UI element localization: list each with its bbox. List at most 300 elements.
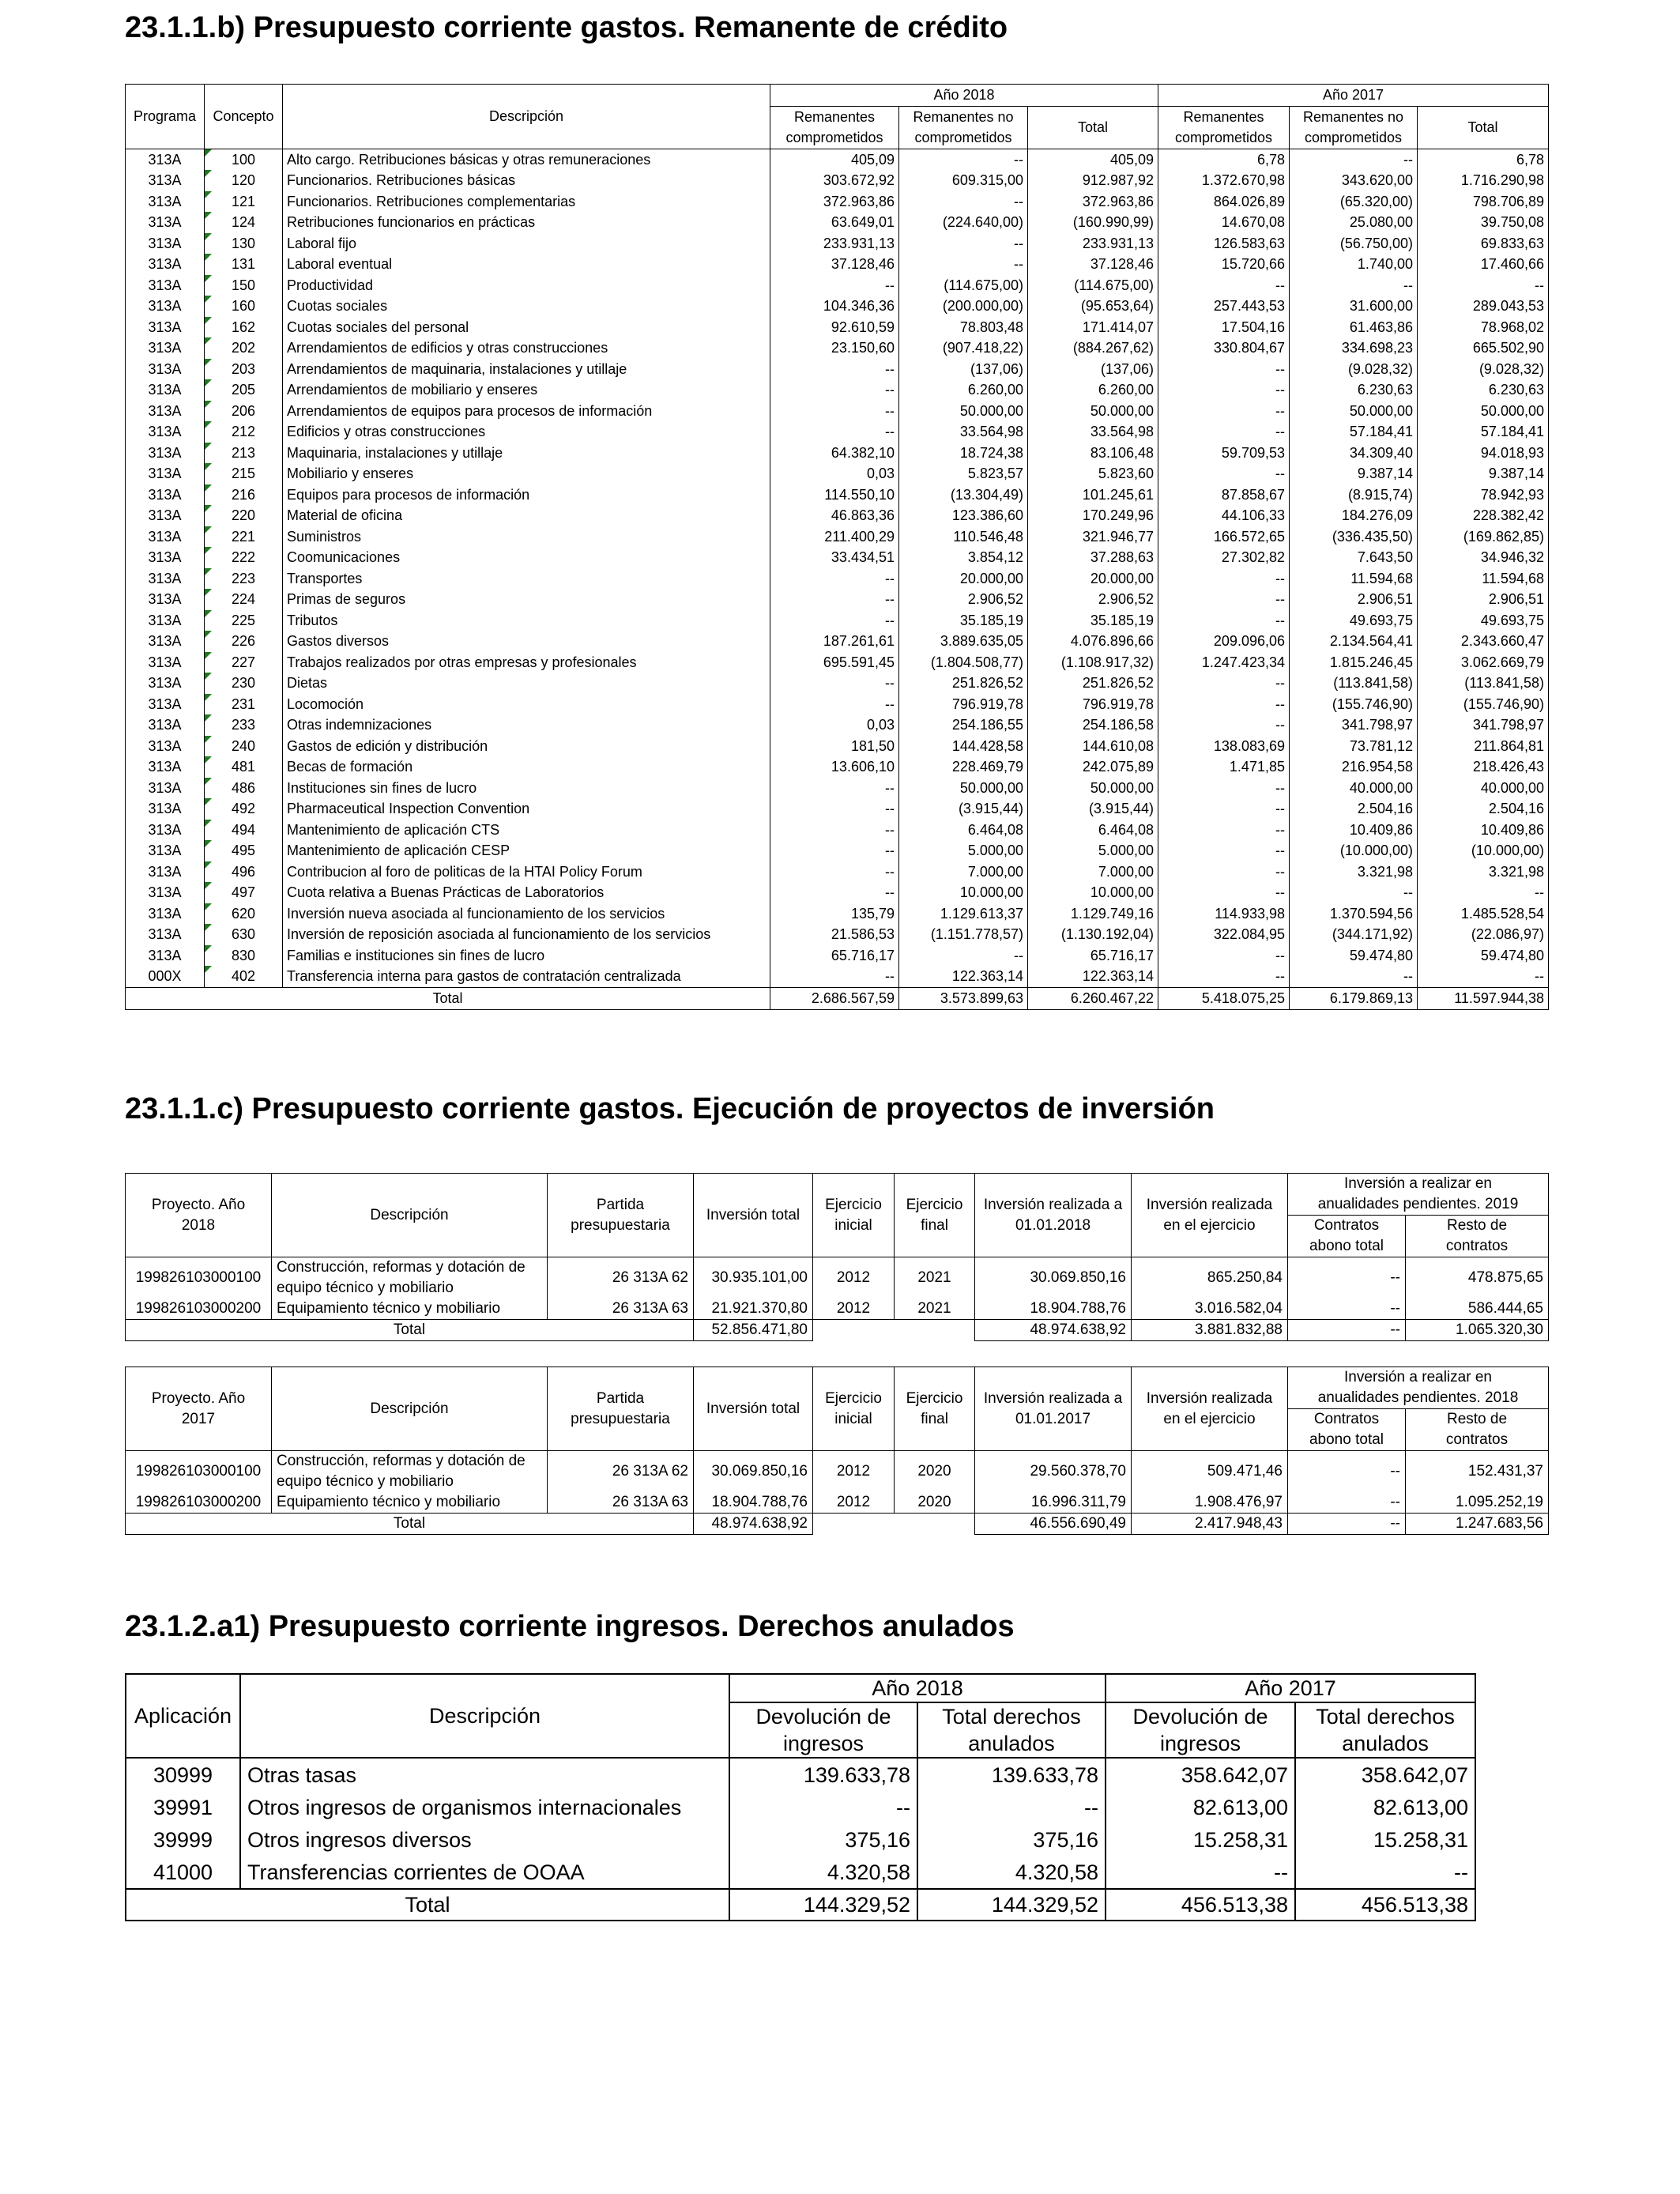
programa-cell: 313A [126, 421, 205, 443]
total-resto-cell: 1.247.683,56 [1406, 1514, 1549, 1535]
rem-comp-2017-cell: -- [1158, 463, 1290, 484]
total-2017-cell: 10.409,86 [1418, 820, 1549, 841]
header-contratos [1288, 1216, 1406, 1257]
table-row [126, 296, 1549, 317]
rem-nocomp-2018-cell: 3.854,12 [899, 547, 1028, 568]
header-inversion-realizada-line-1: Inversión realizada a [983, 1389, 1123, 1407]
rem-comp-2017-cell: -- [1158, 861, 1290, 883]
rem-comp-2018-cell: 63.649,01 [770, 212, 899, 233]
total-2017-cell: 1.485.528,54 [1418, 903, 1549, 925]
rem-nocomp-2017-cell: (65.320,00) [1290, 191, 1418, 213]
header-total: Total [1028, 106, 1158, 149]
rem-nocomp-2017-cell: 216.954,58 [1290, 756, 1418, 778]
header-ejercicio-final [895, 1367, 975, 1451]
header-devolucion: Devolución de [729, 1702, 917, 1730]
rem-comp-2017-cell: -- [1158, 610, 1290, 631]
rem-nocomp-2018-cell: 1.129.613,37 [899, 903, 1028, 925]
total-2018-cell: 35.185,19 [1028, 610, 1158, 631]
total-2018-cell: 6.260,00 [1028, 379, 1158, 401]
header-anualidades [1288, 1174, 1549, 1216]
partida-cell: 26 313A 62 [548, 1451, 694, 1493]
table-row [126, 652, 1549, 673]
header-devolucion-2: ingresos [1106, 1730, 1295, 1758]
total-resto-cell: 1.065.320,30 [1406, 1320, 1549, 1341]
total-2017-cell: 289.043,53 [1418, 296, 1549, 317]
total-2018-cell: (160.990,99) [1028, 212, 1158, 233]
total-2017-cell: 94.018,93 [1418, 443, 1549, 464]
descripcion-cell: Arrendamientos de mobiliario y enseres [283, 379, 770, 401]
header-contratos-line-1: Contratos [1313, 1411, 1380, 1427]
rem-comp-2017-cell: -- [1158, 945, 1290, 967]
rem-nocomp-2018-cell: 254.186,55 [899, 714, 1028, 736]
header-partida-line-2: presupuestaria [571, 1216, 670, 1234]
descripcion-cell: Funcionarios. Retribuciones básicas [283, 170, 770, 191]
rem-comp-2017-cell: -- [1158, 882, 1290, 903]
descripcion-cell: Laboral eventual [283, 254, 770, 275]
rem-comp-2018-cell: 21.586,53 [770, 924, 899, 945]
table-row [126, 505, 1549, 526]
rem-comp-2018-cell: -- [770, 820, 899, 841]
programa-cell: 313A [126, 505, 205, 526]
proyecto-cell: 199826103000100 [126, 1257, 272, 1299]
rem-nocomp-2017-cell: 50.000,00 [1290, 401, 1418, 422]
table-row [126, 317, 1549, 338]
descripcion-cell: Contribucion al foro de politicas de la HTAI Policy Forum [283, 861, 770, 883]
total-2018-cell: 1.129.749,16 [1028, 903, 1158, 925]
resto-cell: 1.095.252,19 [1406, 1492, 1549, 1514]
total-2018-cell: (95.653,64) [1028, 296, 1158, 317]
header-devolucion: Devolución de [1106, 1702, 1295, 1730]
header-inversion-ejercicio [1132, 1174, 1288, 1257]
descripcion-cell: Equipamiento técnico y mobiliario [272, 1299, 548, 1320]
rem-nocomp-2018-cell: 5.000,00 [899, 840, 1028, 861]
header-anualidades [1288, 1367, 1549, 1409]
contratos-cell: -- [1288, 1492, 1406, 1514]
header-proyecto [126, 1367, 272, 1451]
total-cell: 2.686.567,59 [770, 987, 899, 1009]
rem-comp-2017-cell: 322.084,95 [1158, 924, 1290, 945]
ejercicio-inicial-cell: 2012 [813, 1451, 895, 1493]
rem-nocomp-2017-cell: (8.915,74) [1290, 484, 1418, 506]
concepto-cell: 495 [205, 840, 283, 861]
descripcion-cell: Familias e instituciones sin fines de lucro [283, 945, 770, 967]
table-row [126, 631, 1549, 652]
total-2017-cell: 341.798,97 [1418, 714, 1549, 736]
rem-comp-2018-cell: 303.672,92 [770, 170, 899, 191]
rem-nocomp-2018-cell: 228.469,79 [899, 756, 1028, 778]
concepto-cell: 231 [205, 694, 283, 715]
rem-nocomp-2018-cell: (224.640,00) [899, 212, 1028, 233]
rem-nocomp-2018-cell: 20.000,00 [899, 568, 1028, 590]
header-total-derechos: Total derechos [917, 1702, 1106, 1730]
ingresos-table [125, 1673, 1476, 1921]
ejercicio-final-cell: 2020 [895, 1451, 975, 1493]
rem-comp-2018-cell: -- [770, 673, 899, 694]
rem-comp-2017-cell: 1.372.670,98 [1158, 170, 1290, 191]
total-2018-cell: (1.108.917,32) [1028, 652, 1158, 673]
rem-comp-2017-cell: -- [1158, 820, 1290, 841]
total-gap [813, 1514, 975, 1535]
descripcion-cell: Productividad [283, 275, 770, 296]
inversion-total-cell: 30.069.850,16 [694, 1451, 813, 1493]
programa-cell: 313A [126, 820, 205, 841]
rem-nocomp-2017-cell: -- [1290, 149, 1418, 170]
header-rem-nocomp: Remanentes no [1290, 106, 1418, 127]
header-year-2018: Año 2018 [729, 1674, 1106, 1702]
descripcion-cell: Primas de seguros [283, 589, 770, 610]
ejercicio-final-cell: 2021 [895, 1299, 975, 1320]
total-2017-cell: (10.000,00) [1418, 840, 1549, 861]
rem-comp-2017-cell: 17.504,16 [1158, 317, 1290, 338]
inversion-ejercicio-cell: 1.908.476,97 [1132, 1492, 1288, 1514]
header-descripcion: Descripción [283, 85, 770, 149]
rem-comp-2018-cell: -- [770, 379, 899, 401]
rem-comp-2017-cell: 166.572,65 [1158, 526, 1290, 548]
descripcion-cell: Mobiliario y enseres [283, 463, 770, 484]
rem-nocomp-2017-cell: 11.594,68 [1290, 568, 1418, 590]
rem-comp-2018-cell: -- [770, 589, 899, 610]
total-2017-cell: (113.841,58) [1418, 673, 1549, 694]
header-inversion-realizada [975, 1367, 1132, 1451]
table-row [126, 673, 1549, 694]
rem-comp-2018-cell: 187.261,61 [770, 631, 899, 652]
concepto-cell: 223 [205, 568, 283, 590]
concepto-cell: 160 [205, 296, 283, 317]
descripcion-cell: Retribuciones funcionarios en prácticas [283, 212, 770, 233]
concepto-cell: 213 [205, 443, 283, 464]
rem-nocomp-2017-cell: (113.841,58) [1290, 673, 1418, 694]
concepto-cell: 224 [205, 589, 283, 610]
concepto-cell: 120 [205, 170, 283, 191]
table-row [126, 1823, 1475, 1856]
rem-comp-2018-cell: 372.963,86 [770, 191, 899, 213]
header-proyecto-line-2: 2018 [181, 1216, 216, 1234]
total-cell: 6.179.869,13 [1290, 987, 1418, 1009]
descripcion-cell: Funcionarios. Retribuciones complementarias [283, 191, 770, 213]
rem-comp-2017-cell: -- [1158, 589, 1290, 610]
total-derechos-2017-cell: 15.258,31 [1295, 1823, 1475, 1856]
header-rem-comp: Remanentes [770, 106, 899, 127]
rem-nocomp-2018-cell: 251.826,52 [899, 673, 1028, 694]
table-row [126, 463, 1549, 484]
header-contratos-line-2: abono total [1309, 1238, 1384, 1254]
partida-cell: 26 313A 62 [548, 1257, 694, 1299]
descripcion-cell: Mantenimiento de aplicación CTS [283, 820, 770, 841]
rem-comp-2018-cell: -- [770, 275, 899, 296]
total-2017-cell: 39.750,08 [1418, 212, 1549, 233]
table-row [126, 421, 1549, 443]
rem-comp-2017-cell: -- [1158, 401, 1290, 422]
total-derechos-2017-cell: -- [1295, 1856, 1475, 1889]
rem-comp-2017-cell: 27.302,82 [1158, 547, 1290, 568]
programa-cell: 313A [126, 903, 205, 925]
table-row [126, 1856, 1475, 1889]
header-proyecto [126, 1174, 272, 1257]
header-total-derechos-2: anulados [1295, 1730, 1475, 1758]
header-resto [1406, 1409, 1549, 1451]
header-concepto: Concepto [205, 85, 283, 149]
concepto-cell: 216 [205, 484, 283, 506]
descripcion-cell: Material de oficina [283, 505, 770, 526]
table-row [126, 149, 1549, 170]
rem-comp-2017-cell: 114.933,98 [1158, 903, 1290, 925]
total-2017-cell: 228.382,42 [1418, 505, 1549, 526]
concepto-cell: 402 [205, 966, 283, 987]
rem-nocomp-2018-cell: (3.915,44) [899, 798, 1028, 820]
header-anualidades-line-1: Inversión a realizar en [1344, 1369, 1492, 1385]
rem-comp-2018-cell: 65.716,17 [770, 945, 899, 967]
header-ejercicio-final-line-2: final [921, 1410, 948, 1427]
header-total: Total [1418, 106, 1549, 149]
total-2017-cell: 9.387,14 [1418, 463, 1549, 484]
total-2017-cell: 3.062.669,79 [1418, 652, 1549, 673]
header-year-2018: Año 2018 [770, 85, 1158, 107]
total-2018-cell: 5.000,00 [1028, 840, 1158, 861]
descripcion-cell: Equipos para procesos de información [283, 484, 770, 506]
total-2017-cell: 50.000,00 [1418, 401, 1549, 422]
descripcion-cell: Becas de formación [283, 756, 770, 778]
concepto-cell: 492 [205, 798, 283, 820]
header-inversion-ejercicio-line-2: en el ejercicio [1163, 1410, 1256, 1427]
total-cell: 144.329,52 [917, 1889, 1106, 1921]
header-programa: Programa [126, 85, 205, 149]
inversion-ejercicio-cell: 3.016.582,04 [1132, 1299, 1288, 1320]
rem-nocomp-2018-cell: -- [899, 945, 1028, 967]
total-2018-cell: 6.464,08 [1028, 820, 1158, 841]
programa-cell: 313A [126, 610, 205, 631]
inversion-realizada-cell: 30.069.850,16 [975, 1257, 1132, 1299]
rem-nocomp-2018-cell: (1.804.508,77) [899, 652, 1028, 673]
rem-nocomp-2017-cell: 2.906,51 [1290, 589, 1418, 610]
rem-comp-2017-cell: 864.026,89 [1158, 191, 1290, 213]
table-row [126, 379, 1549, 401]
total-2018-cell: 20.000,00 [1028, 568, 1158, 590]
programa-cell: 313A [126, 359, 205, 380]
total-label: Total [126, 987, 770, 1009]
rem-comp-2018-cell: 211.400,29 [770, 526, 899, 548]
rem-comp-2018-cell: -- [770, 401, 899, 422]
rem-nocomp-2018-cell: 2.906,52 [899, 589, 1028, 610]
devolucion-2018-cell: 375,16 [729, 1823, 917, 1856]
rem-nocomp-2018-cell: (137,06) [899, 359, 1028, 380]
programa-cell: 313A [126, 840, 205, 861]
rem-nocomp-2017-cell: (344.171,92) [1290, 924, 1418, 945]
rem-nocomp-2017-cell: 31.600,00 [1290, 296, 1418, 317]
header-resto-line-2: contratos [1445, 1431, 1509, 1448]
table-row [126, 840, 1549, 861]
rem-comp-2018-cell: 233.931,13 [770, 233, 899, 254]
total-cell: 3.573.899,63 [899, 987, 1028, 1009]
total-inversion-cell: 52.856.471,80 [694, 1320, 813, 1341]
rem-comp-2018-cell: -- [770, 840, 899, 861]
programa-cell: 313A [126, 568, 205, 590]
rem-nocomp-2018-cell: 144.428,58 [899, 736, 1028, 757]
total-2018-cell: 4.076.896,66 [1028, 631, 1158, 652]
header-anualidades-line-2: anualidades pendientes. 2019 [1317, 1196, 1519, 1212]
inversion-total-cell: 18.904.788,76 [694, 1492, 813, 1514]
total-2017-cell: 78.942,93 [1418, 484, 1549, 506]
total-2018-cell: 242.075,89 [1028, 756, 1158, 778]
rem-nocomp-2018-cell: 18.724,38 [899, 443, 1028, 464]
rem-nocomp-2017-cell: 57.184,41 [1290, 421, 1418, 443]
rem-nocomp-2018-cell: (114.675,00) [899, 275, 1028, 296]
table-row [126, 924, 1549, 945]
rem-nocomp-2017-cell: 343.620,00 [1290, 170, 1418, 191]
rem-comp-2018-cell: -- [770, 694, 899, 715]
concepto-cell: 240 [205, 736, 283, 757]
rem-comp-2017-cell: 87.858,67 [1158, 484, 1290, 506]
table-row [126, 170, 1549, 191]
header-ejercicio-inicial [813, 1367, 895, 1451]
total-2018-cell: 101.245,61 [1028, 484, 1158, 506]
devolucion-2018-cell: 139.633,78 [729, 1758, 917, 1791]
total-2017-cell: 6,78 [1418, 149, 1549, 170]
descripcion-cell: Dietas [283, 673, 770, 694]
total-2018-cell: (3.915,44) [1028, 798, 1158, 820]
total-2018-cell: 7.000,00 [1028, 861, 1158, 883]
total-2017-cell: 218.426,43 [1418, 756, 1549, 778]
total-2017-cell: 59.474,80 [1418, 945, 1549, 967]
rem-nocomp-2018-cell: 609.315,00 [899, 170, 1028, 191]
header-partida [548, 1367, 694, 1451]
rem-comp-2017-cell: 44.106,33 [1158, 505, 1290, 526]
programa-cell: 313A [126, 149, 205, 170]
concepto-cell: 496 [205, 861, 283, 883]
rem-nocomp-2018-cell: 3.889.635,05 [899, 631, 1028, 652]
proyecto-cell: 199826103000200 [126, 1492, 272, 1514]
concepto-cell: 227 [205, 652, 283, 673]
rem-comp-2018-cell: -- [770, 359, 899, 380]
rem-nocomp-2017-cell: 7.643,50 [1290, 547, 1418, 568]
total-2017-cell: 78.968,02 [1418, 317, 1549, 338]
header-anualidades-line-2: anualidades pendientes. 2018 [1317, 1389, 1519, 1406]
total-derechos-2018-cell: 139.633,78 [917, 1758, 1106, 1791]
header-inversion-realizada [975, 1174, 1132, 1257]
total-2017-cell: 2.504,16 [1418, 798, 1549, 820]
descripcion-cell: Equipamiento técnico y mobiliario [272, 1492, 548, 1514]
rem-nocomp-2018-cell: 796.919,78 [899, 694, 1028, 715]
header-descripcion: Descripción [272, 1367, 548, 1451]
rem-comp-2018-cell: 33.434,51 [770, 547, 899, 568]
descripcion-cell: Arrendamientos de edificios y otras construcciones [283, 337, 770, 359]
resto-cell: 152.431,37 [1406, 1451, 1549, 1493]
rem-comp-2017-cell: -- [1158, 840, 1290, 861]
rem-comp-2017-cell: -- [1158, 379, 1290, 401]
programa-cell: 313A [126, 652, 205, 673]
header-rem-nocomp: Remanentes no [899, 106, 1028, 127]
inversion-realizada-cell: 29.560.378,70 [975, 1451, 1132, 1493]
header-inversion-total: Inversión total [694, 1174, 813, 1257]
programa-cell: 313A [126, 317, 205, 338]
table-row [126, 254, 1549, 275]
header-partida-line-2: presupuestaria [571, 1410, 670, 1427]
total-2018-cell: (137,06) [1028, 359, 1158, 380]
rem-nocomp-2017-cell: 1.370.594,56 [1290, 903, 1418, 925]
rem-comp-2017-cell: -- [1158, 673, 1290, 694]
table-row [126, 778, 1549, 799]
rem-comp-2017-cell: -- [1158, 966, 1290, 987]
total-2017-cell: (169.862,85) [1418, 526, 1549, 548]
header-resto [1406, 1216, 1549, 1257]
concepto-cell: 220 [205, 505, 283, 526]
total-2017-cell: 2.906,51 [1418, 589, 1549, 610]
header-inversion-realizada-line-2: 01.01.2018 [1015, 1216, 1091, 1234]
table-row [126, 945, 1549, 967]
total-2018-cell: 233.931,13 [1028, 233, 1158, 254]
rem-comp-2017-cell: 126.583,63 [1158, 233, 1290, 254]
rem-nocomp-2017-cell: (56.750,00) [1290, 233, 1418, 254]
rem-comp-2017-cell: 15.720,66 [1158, 254, 1290, 275]
table-row [126, 966, 1549, 987]
total-2018-cell: 405,09 [1028, 149, 1158, 170]
aplicacion-cell: 41000 [126, 1856, 240, 1889]
total-label: Total [126, 1320, 694, 1341]
concepto-cell: 630 [205, 924, 283, 945]
rem-nocomp-2018-cell: 6.464,08 [899, 820, 1028, 841]
header-rem-comp-2: comprometidos [770, 127, 899, 149]
header-resto-line-1: Resto de [1446, 1411, 1508, 1427]
total-2017-cell: 1.716.290,98 [1418, 170, 1549, 191]
rem-comp-2018-cell: -- [770, 966, 899, 987]
table-row [126, 191, 1549, 213]
rem-nocomp-2017-cell: 59.474,80 [1290, 945, 1418, 967]
descripcion-cell: Otros ingresos diversos [240, 1823, 729, 1856]
rem-nocomp-2018-cell: 6.260,00 [899, 379, 1028, 401]
header-inversion-realizada-line-2: 01.01.2017 [1015, 1410, 1091, 1427]
total-2017-cell: 49.693,75 [1418, 610, 1549, 631]
header-inversion-ejercicio-line-1: Inversión realizada [1146, 1196, 1273, 1213]
section-title-proyectos: 23.1.1.c) Presupuesto corriente gastos. Ejecución de proyectos de inversión [125, 1092, 1215, 1125]
header-inversion-ejercicio-line-1: Inversión realizada [1146, 1389, 1273, 1407]
partida-cell: 26 313A 63 [548, 1299, 694, 1320]
descripcion-cell: Gastos diversos [283, 631, 770, 652]
header-proyecto-line-1: Proyecto. Año [151, 1196, 246, 1213]
table-row [126, 861, 1549, 883]
table-row [126, 820, 1549, 841]
concepto-cell: 494 [205, 820, 283, 841]
rem-nocomp-2017-cell: -- [1290, 275, 1418, 296]
programa-cell: 313A [126, 170, 205, 191]
rem-comp-2017-cell: 59.709,53 [1158, 443, 1290, 464]
rem-comp-2017-cell: 14.670,08 [1158, 212, 1290, 233]
programa-cell: 313A [126, 756, 205, 778]
concepto-cell: 124 [205, 212, 283, 233]
total-row [126, 1514, 1549, 1535]
rem-comp-2017-cell: -- [1158, 568, 1290, 590]
descripcion-cell: Construcción, reformas y dotación de equipo técnico y mobiliario [272, 1257, 548, 1299]
total-2017-cell: 798.706,89 [1418, 191, 1549, 213]
total-2017-cell: 34.946,32 [1418, 547, 1549, 568]
programa-cell: 313A [126, 191, 205, 213]
rem-nocomp-2018-cell: (13.304,49) [899, 484, 1028, 506]
total-row [126, 1889, 1475, 1921]
header-inversion-ejercicio-line-2: en el ejercicio [1163, 1216, 1256, 1234]
rem-nocomp-2018-cell: 122.363,14 [899, 966, 1028, 987]
header-descripcion: Descripción [272, 1174, 548, 1257]
header-anualidades-line-1: Inversión a realizar en [1344, 1175, 1492, 1192]
table-row [126, 589, 1549, 610]
descripcion-cell: Transportes [283, 568, 770, 590]
table-row [126, 736, 1549, 757]
rem-comp-2018-cell: 181,50 [770, 736, 899, 757]
total-2017-cell: 3.321,98 [1418, 861, 1549, 883]
rem-nocomp-2017-cell: 341.798,97 [1290, 714, 1418, 736]
total-2018-cell: 170.249,96 [1028, 505, 1158, 526]
programa-cell: 313A [126, 233, 205, 254]
rem-nocomp-2017-cell: 2.134.564,41 [1290, 631, 1418, 652]
total-2017-cell: (9.028,32) [1418, 359, 1549, 380]
descripcion-cell: Mantenimiento de aplicación CESP [283, 840, 770, 861]
